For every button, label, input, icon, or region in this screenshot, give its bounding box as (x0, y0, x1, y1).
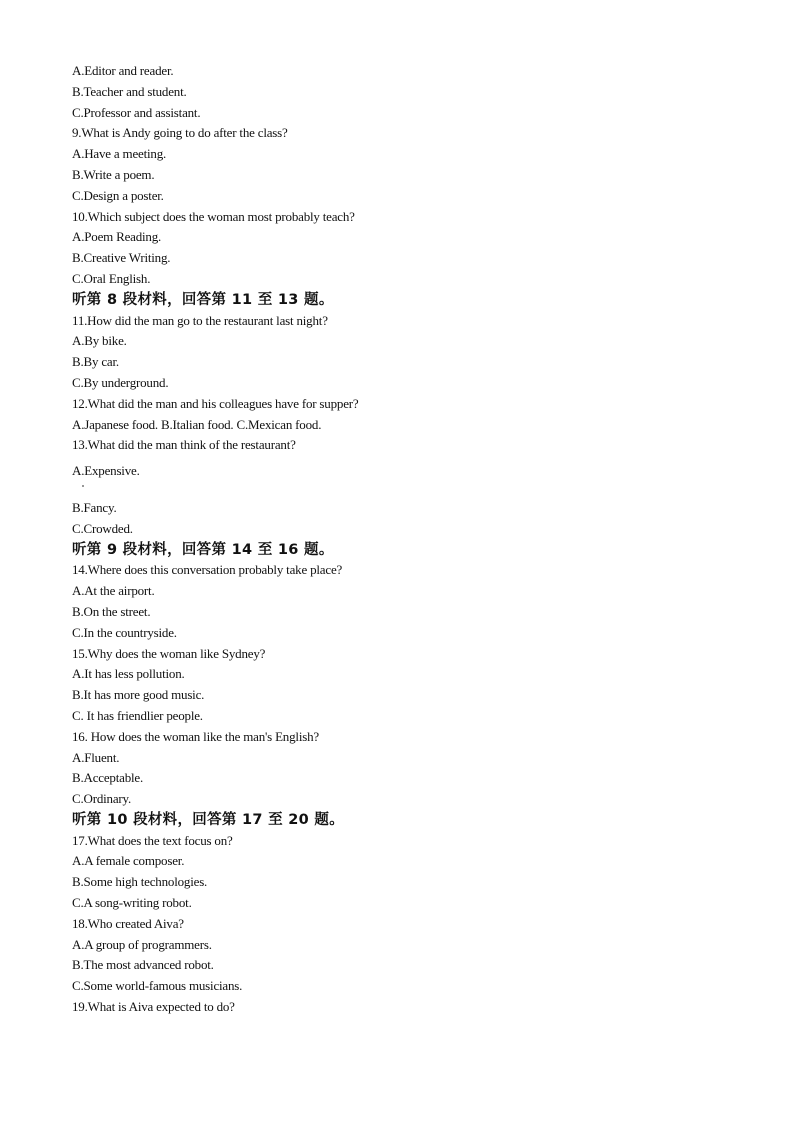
option-8b: B.Teacher and student. (72, 83, 187, 99)
option-9c: C.Design a poster. (72, 187, 164, 203)
stray-mark (72, 482, 752, 498)
option-9a: A.Have a meeting. (72, 146, 167, 162)
option-8c: C.Professor and assistant. (72, 104, 201, 120)
option-18c: C.Some world-famous musicians. (72, 978, 243, 994)
options-12: A.Japanese food. B.Italian food. C.Mexican food. (72, 416, 322, 432)
question-10: 10.Which subject does the woman most probably teach? (72, 208, 355, 224)
section-heading-8: 听第 8 段材料，回答第 11 至 13 题。 (72, 291, 334, 308)
section-heading-9: 听第 9 段材料，回答第 14 至 16 题。 (72, 541, 334, 558)
option-17c: C.A song-writing robot. (72, 895, 192, 911)
option-13c: C.Crowded. (72, 520, 133, 536)
document-page (72, 61, 752, 1018)
option-18b: B.The most advanced robot. (72, 957, 214, 973)
option-14b: B.On the street. (72, 603, 151, 619)
question-16: 16. How does the woman like the man's English? (72, 728, 319, 744)
option-11a: A.By bike. (72, 333, 127, 349)
question-18: 18.Who created Aiva? (72, 915, 184, 931)
option-10b: B.Creative Writing. (72, 250, 171, 266)
option-15a: A.It has less pollution. (72, 666, 185, 682)
option-16c: C.Ordinary. (72, 791, 132, 807)
section-heading-10: 听第 10 段材料，回答第 17 至 20 题。 (72, 811, 345, 828)
stray-dot (82, 485, 84, 487)
question-11: 11.How did the man go to the restaurant last night? (72, 312, 328, 328)
option-8a: A.Editor and reader. (72, 63, 174, 78)
option-15c: C. It has friendlier people. (72, 707, 203, 723)
question-9: 9.What is Andy going to do after the class? (72, 125, 288, 141)
question-14: 14.Where does this conversation probably take place? (72, 562, 343, 578)
option-17a: A.A female composer. (72, 853, 185, 869)
option-17b: B.Some high technologies. (72, 874, 208, 890)
question-12: 12.What did the man and his colleagues have for supper? (72, 395, 359, 411)
question-19: 19.What is Aiva expected to do? (72, 999, 235, 1015)
question-15: 15.Why does the woman like Sydney? (72, 645, 266, 661)
option-13a: A.Expensive. (72, 463, 140, 479)
option-9b: B.Write a poem. (72, 166, 155, 182)
option-14c: C.In the countryside. (72, 624, 177, 640)
option-14a: A.At the airport. (72, 583, 155, 599)
option-16a: A.Fluent. (72, 749, 120, 765)
option-13b: B.Fancy. (72, 499, 117, 515)
option-18a: A.A group of programmers. (72, 936, 212, 952)
option-10a: A.Poem Reading. (72, 229, 162, 245)
option-16b: B.Acceptable. (72, 770, 144, 786)
option-11c: C.By underground. (72, 374, 169, 390)
question-13: 13.What did the man think of the restaurant? (72, 437, 296, 453)
option-15b: B.It has more good music. (72, 687, 205, 703)
question-17: 17.What does the text focus on? (72, 832, 233, 848)
option-11b: B.By car. (72, 354, 119, 370)
option-10c: C.Oral English. (72, 270, 151, 286)
